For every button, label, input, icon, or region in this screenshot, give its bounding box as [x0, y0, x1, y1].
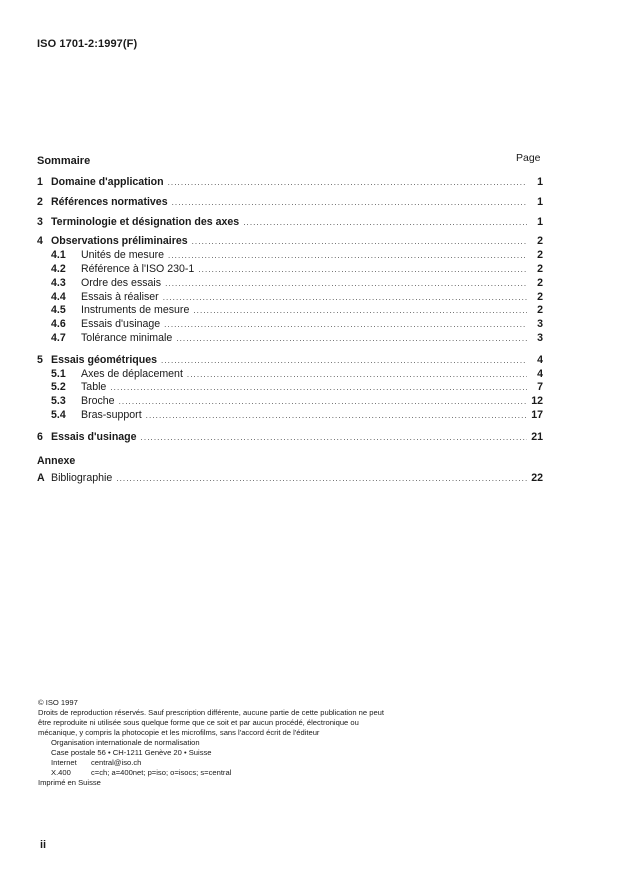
- toc-number: 4.6: [51, 318, 66, 331]
- x400-label: X.400: [51, 768, 71, 777]
- internet-label: Internet: [51, 758, 77, 767]
- toc-title: Essais d'usinage: [81, 318, 161, 331]
- toc-entry-5-1[interactable]: [37, 368, 543, 382]
- rights-statement: Droits de reproduction réservés. Sauf prescription différente, aucune partie de cette publication ne peut être reproduite ni utilisée sous quelque forme que ce soit et par aucun procédé, électronique ou mécanique, y compris la photocopie et les microfilms, sans l'accord écrit de l'éditeur: [38, 708, 385, 737]
- toc-number: 6: [37, 430, 43, 443]
- toc-title: Bibliographie: [51, 472, 113, 484]
- toc-entry-4-2[interactable]: [37, 263, 543, 277]
- toc-entry-4-4[interactable]: [37, 291, 543, 305]
- dot-leader: [119, 397, 527, 406]
- toc-title: Axes de déplacement: [81, 367, 183, 380]
- dot-leader: [163, 293, 527, 302]
- toc-title: Essais à réaliser: [81, 290, 159, 303]
- toc-entry-annex-a[interactable]: [37, 472, 543, 486]
- toc-page: 2: [537, 249, 543, 262]
- toc-title: Domaine d'application: [51, 176, 164, 188]
- toc-entry-1[interactable]: [37, 176, 543, 190]
- toc-number: 4.4: [51, 290, 66, 303]
- toc-entry-6[interactable]: [37, 431, 543, 445]
- toc-title: Observations préliminaires: [51, 235, 188, 248]
- toc-number: 3: [37, 215, 43, 228]
- toc-number: 4.3: [51, 276, 66, 289]
- dot-leader: [193, 306, 527, 315]
- toc-page: 4: [537, 353, 543, 366]
- dot-leader: [165, 279, 527, 288]
- toc-number: 4.5: [51, 304, 66, 317]
- toc-page: 2: [537, 262, 543, 275]
- dot-leader: [243, 218, 527, 227]
- toc-entry-4-3[interactable]: [37, 277, 543, 291]
- page-column-label: Page: [516, 152, 541, 164]
- dot-leader: [168, 178, 527, 187]
- page-number: ii: [40, 839, 47, 851]
- dot-leader: [176, 334, 527, 343]
- toc-number: 2: [37, 195, 43, 208]
- toc-entry-4-7[interactable]: [37, 332, 543, 346]
- toc-entry-4-1[interactable]: [37, 249, 543, 263]
- toc-page: 1: [537, 176, 543, 188]
- toc-entry-4-6[interactable]: [37, 318, 543, 332]
- toc-number: 4.7: [51, 331, 66, 344]
- document-reference: ISO 1701-2:1997(F): [37, 38, 138, 50]
- annex-section: [37, 472, 543, 486]
- toc-title: Table: [81, 381, 107, 394]
- dot-leader: [110, 383, 527, 392]
- toc-title: Unités de mesure: [81, 249, 165, 262]
- dot-leader: [146, 411, 527, 420]
- toc-page: 12: [531, 395, 543, 408]
- toc-title: Références normatives: [51, 195, 168, 208]
- toc-page: 7: [537, 381, 543, 394]
- copyright-line: © ISO 1997: [38, 698, 78, 707]
- dot-leader: [164, 320, 527, 329]
- toc-number: 5: [37, 353, 43, 366]
- organization-name: Organisation internationale de normalisation: [51, 738, 200, 747]
- printed-in: Imprimé en Suisse: [38, 778, 101, 787]
- toc-number: 4.2: [51, 262, 66, 275]
- dot-leader: [168, 251, 527, 260]
- toc-page: 21: [531, 430, 543, 443]
- toc-entry-4-5[interactable]: [37, 304, 543, 318]
- annex-heading: Annexe: [37, 455, 76, 467]
- toc-page: 2: [537, 276, 543, 289]
- toc-title: Essais d'usinage: [51, 430, 137, 443]
- postal-address: Case postale 56 • CH-1211 Genève 20 • Suisse: [51, 748, 212, 757]
- toc-page: 22: [531, 472, 543, 484]
- toc-entry-5-2[interactable]: [37, 381, 543, 395]
- toc-number: 1: [37, 176, 43, 188]
- toc-entry-4[interactable]: [37, 235, 543, 249]
- toc-title: Broche: [81, 395, 115, 408]
- toc-page: 1: [537, 215, 543, 228]
- dot-leader: [161, 356, 527, 365]
- x400-address: c=ch; a=400net; p=iso; o=isocs; s=central: [91, 768, 232, 777]
- dot-leader: [192, 237, 527, 246]
- toc-title: Ordre des essais: [81, 276, 162, 289]
- toc-number: 4: [37, 235, 43, 248]
- toc-number: 5.2: [51, 381, 66, 394]
- dot-leader: [172, 198, 527, 207]
- toc-page: 4: [537, 367, 543, 380]
- toc-number: 4.1: [51, 249, 66, 262]
- dot-leader: [116, 474, 527, 483]
- internet-address: central@iso.ch: [91, 758, 142, 767]
- toc-title: Référence à l'ISO 230-1: [81, 262, 195, 275]
- toc-title: Tolérance minimale: [81, 331, 173, 344]
- toc-number: 5.4: [51, 408, 66, 421]
- toc-page: 1: [537, 195, 543, 208]
- toc-page: 2: [537, 290, 543, 303]
- toc-entry-5-3[interactable]: [37, 395, 543, 409]
- table-of-contents: [37, 176, 543, 445]
- toc-title: Terminologie et désignation des axes: [51, 215, 240, 228]
- toc-entry-3[interactable]: [37, 216, 543, 230]
- toc-page: 2: [537, 235, 543, 248]
- toc-number: 5.1: [51, 367, 66, 380]
- toc-number: 5.3: [51, 395, 66, 408]
- toc-page: 3: [537, 331, 543, 344]
- toc-title: Instruments de mesure: [81, 304, 190, 317]
- dot-leader: [187, 370, 527, 379]
- toc-number: A: [37, 472, 45, 484]
- toc-page: 17: [531, 408, 543, 421]
- toc-title: Bras-support: [81, 408, 142, 421]
- toc-page: 3: [537, 318, 543, 331]
- toc-title: Essais géométriques: [51, 353, 157, 366]
- dot-leader: [198, 265, 527, 274]
- toc-entry-5-4[interactable]: [37, 409, 543, 423]
- contents-heading: Sommaire: [37, 155, 91, 167]
- copyright-notice: [38, 698, 398, 788]
- toc-page: 2: [537, 304, 543, 317]
- toc-entry-5[interactable]: [37, 354, 543, 368]
- dot-leader: [141, 433, 527, 442]
- toc-entry-2[interactable]: [37, 196, 543, 210]
